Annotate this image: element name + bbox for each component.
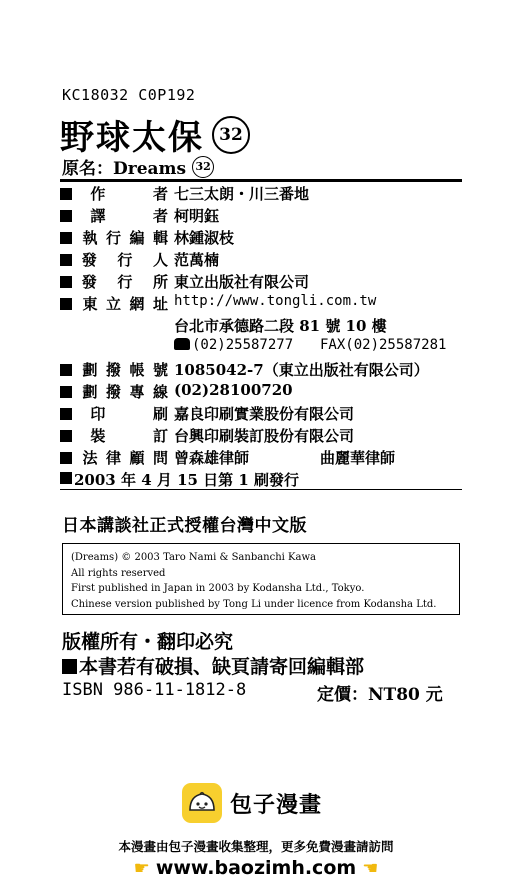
divider-thin xyxy=(60,489,462,490)
bullet-square-icon xyxy=(60,254,72,266)
bullet-square-icon xyxy=(60,408,72,420)
copyright-box xyxy=(62,543,460,615)
website-url: http://www.tongli.com.tw xyxy=(174,293,377,309)
credit-row xyxy=(60,271,470,293)
copyright-line: All rights reserved xyxy=(71,567,166,579)
bullet-square-icon xyxy=(60,188,72,200)
bullet-square-icon xyxy=(60,232,72,244)
original-title-row xyxy=(62,154,214,179)
credit-row xyxy=(60,381,470,403)
credit-row xyxy=(60,293,470,315)
pointing-hand-icon: ☛ xyxy=(133,858,150,879)
bullet-square-icon xyxy=(60,364,72,376)
address: 台北市承德路二段 81 號 10 樓 xyxy=(174,317,387,335)
credit-row xyxy=(60,227,470,249)
credit-label: 裝 訂 xyxy=(74,427,168,445)
credit-row xyxy=(60,447,470,469)
bullet-square-icon xyxy=(60,298,72,310)
footer-url-row xyxy=(0,857,512,879)
phone-line xyxy=(174,337,293,353)
credit-row xyxy=(60,425,470,447)
credit-row xyxy=(60,337,470,359)
book-title: 野球太保 xyxy=(60,118,204,158)
credit-row xyxy=(60,183,470,205)
publication-date: 2003 年 4 月 15 日第 1 刷發行 xyxy=(74,471,300,489)
credit-label: 執行編輯 xyxy=(74,229,168,247)
credit-label: 法律顧問 xyxy=(74,449,168,467)
credit-row xyxy=(60,403,470,425)
credit-value-secondary: 曲麗華律師 xyxy=(320,449,396,467)
credit-row xyxy=(60,469,470,491)
credit-row xyxy=(60,315,470,337)
credit-label: 印 刷 xyxy=(74,405,168,423)
credit-value: 范萬楠 xyxy=(174,251,220,269)
credit-label: 東立網址 xyxy=(74,295,168,313)
bullet-square-icon xyxy=(60,430,72,442)
rights-notice: 版權所有・翻印必究 xyxy=(62,631,234,653)
credit-value: (02)28100720 xyxy=(174,381,293,399)
credit-label: 發 行 所 xyxy=(74,273,168,291)
fax-number: FAX(02)25587281 xyxy=(320,337,447,353)
bullet-square-icon xyxy=(62,659,77,674)
price: 定價：NT80 元 xyxy=(317,685,443,705)
credit-label: 劃撥帳號 xyxy=(74,361,168,379)
bullet-square-icon xyxy=(60,210,72,222)
bullet-square-icon xyxy=(60,386,72,398)
copyright-line: (Dreams) © 2003 Taro Nami & Sanbanchi Kawa xyxy=(71,552,316,563)
footer-notice: 本漫畫由包子漫畫收集整理，更多免費漫畫請訪問 xyxy=(118,839,394,854)
bullet-square-icon xyxy=(60,276,72,288)
divider-thick xyxy=(60,179,462,182)
credit-row xyxy=(60,249,470,271)
damage-notice xyxy=(62,652,364,679)
phone-number: (02)25587277 xyxy=(192,337,294,353)
credit-label: 劃撥專線 xyxy=(74,383,168,401)
original-title: 原名：Dreams xyxy=(62,159,187,179)
phone-icon xyxy=(174,338,190,350)
credits-table xyxy=(60,183,470,491)
copyright-line: First published in Japan in 2003 by Kodansha Ltd., Tokyo. xyxy=(71,583,365,594)
damage-notice-text: 本書若有破損、缺頁請寄回編輯部 xyxy=(79,656,365,678)
bun-logo-icon xyxy=(187,790,217,816)
credit-label: 作 者 xyxy=(74,185,168,203)
volume-badge-small: 32 xyxy=(192,156,214,178)
copyright-line: Chinese version published by Tong Li under licence from Kodansha Ltd. xyxy=(71,598,437,610)
bullet-square-icon xyxy=(60,452,72,464)
logo-name: 包子漫畫 xyxy=(230,792,323,818)
bun-logo-icon xyxy=(182,783,222,823)
credit-value: 台興印刷裝訂股份有限公司 xyxy=(174,427,355,445)
pointing-hand-icon: ☚ xyxy=(362,858,379,879)
credit-value: 嘉良印刷實業股份有限公司 xyxy=(174,405,355,423)
credit-value: 東立出版社有限公司 xyxy=(174,273,310,291)
credit-value: 曾森雄律師 xyxy=(174,449,250,467)
footer-url[interactable]: www.baozimh.com xyxy=(155,857,357,879)
bullet-square-icon xyxy=(60,472,72,484)
credit-label: 譯 者 xyxy=(74,207,168,225)
credit-label: 發 行 人 xyxy=(74,251,168,269)
credit-value: 七三太朗・川三番地 xyxy=(174,185,310,203)
credit-row xyxy=(60,205,470,227)
credit-value: 柯明鈺 xyxy=(174,207,220,225)
credit-value: 林鍾淑枝 xyxy=(174,229,235,247)
volume-badge: 32 xyxy=(212,116,250,154)
site-logo[interactable] xyxy=(182,783,322,823)
authorization-notice: 日本講談社正式授權台灣中文版 xyxy=(62,516,307,536)
credit-value: 1085042-7（東立出版社有限公司） xyxy=(174,361,429,379)
isbn: ISBN 986-11-1812-8 xyxy=(62,680,247,700)
catalog-code: KC18032 C0P192 xyxy=(62,86,196,104)
credit-row xyxy=(60,359,470,381)
title-row xyxy=(60,110,250,159)
